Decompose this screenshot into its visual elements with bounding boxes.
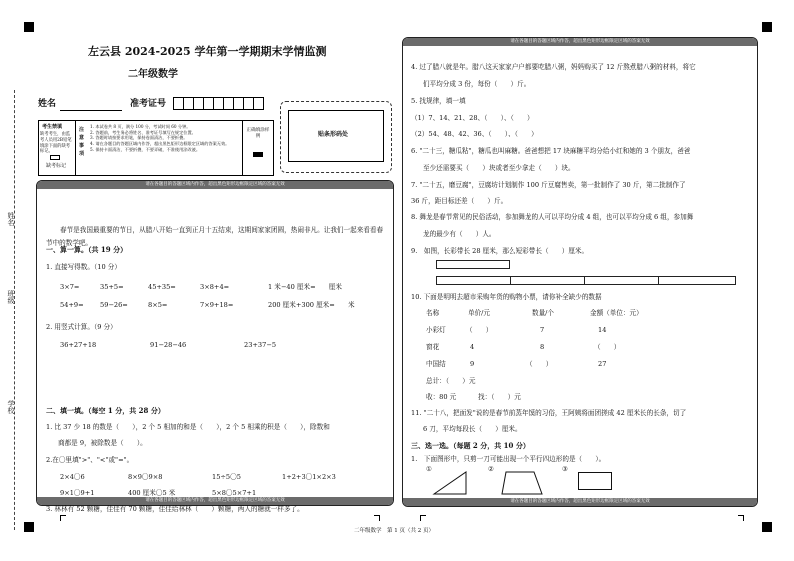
missing-mark-box[interactable] xyxy=(50,155,60,160)
name-label: 姓名 xyxy=(38,99,57,109)
option-3-rectangle xyxy=(578,472,612,490)
page-footer: 二年级数学 第 1 页（共 2 页） xyxy=(354,528,434,534)
option-2-trapezoid xyxy=(500,470,544,496)
q1-label: 1. 直接写得数。（10 分） xyxy=(46,263,121,271)
missing-mark-label: 缺考标记 xyxy=(46,163,67,169)
side-label-class: 班级 xyxy=(7,290,15,304)
exam-title: 左云县 2024-2025 学年第一学期期末学情监测 xyxy=(88,45,327,58)
precautions-list: 1. 本试卷共 8 页，满分 100 分，考试时间 60 分钟。 2. 答题前，考生务必将姓名、准考证号填写在规定位置。 3. 答题时请按要求用笔，保持卷面清洁，不要折叠。 4. 请在各题目的答题区域内作答，超出黑色矩形边框限定区域的答案无效。 5. 保持卡面清洁，不要折叠，不要弄破，不准使用涂改液。 xyxy=(90,124,230,152)
panel-notice-bottom: 请在各题目的答题区域内作答，超出黑色矩形边框限定区域的答案无效 xyxy=(37,497,393,505)
precautions-label: 注意事项 xyxy=(79,127,85,157)
name-field[interactable] xyxy=(60,110,122,111)
fill-example-mark xyxy=(253,152,263,157)
exam-id-label: 准考证号 xyxy=(130,99,167,109)
exam-taker-title: 考生禁填 xyxy=(42,124,63,130)
corner-mark xyxy=(762,522,772,532)
option-1-label: ① xyxy=(426,465,432,473)
exam-subtitle: 二年级数学 xyxy=(128,69,178,80)
option-3-label: ③ xyxy=(562,465,568,473)
answer-panel-right xyxy=(402,37,758,507)
exam-id-boxes[interactable] xyxy=(174,97,264,110)
short-ribbon xyxy=(436,260,510,269)
corner-mark xyxy=(24,22,34,32)
section1-title: 一、算一算。（共 19 分） xyxy=(46,245,128,254)
option-1-triangle xyxy=(432,470,472,496)
binding-line xyxy=(14,90,15,530)
section2-title: 二、填一填。（每空 1 分，共 28 分） xyxy=(46,406,165,415)
fill-example-label: 正确填涂样例 xyxy=(246,128,270,140)
intro-text: 春节是我国最重要的节日，从腊八开始一直到正月十五结束，这期间家家团圆，热闹非凡。让我们一起来看看春节中的数学吧。 xyxy=(46,226,384,247)
panel-notice-top: 请在各题目的答题区域内作答，超出黑色矩形边框限定区域的答案无效 xyxy=(403,38,757,46)
side-label-school: 学校 xyxy=(7,400,15,414)
panel-notice-bottom: 请在各题目的答题区域内作答，超出黑色矩形边框限定区域的答案无效 xyxy=(403,498,757,506)
corner-mark xyxy=(24,522,34,532)
side-label-name: 姓名 xyxy=(7,212,15,226)
corner-mark xyxy=(762,22,772,32)
panel-notice-top: 请在各题目的答题区域内作答，超出黑色矩形边框限定区域的答案无效 xyxy=(37,181,393,189)
option-2-label: ② xyxy=(488,465,494,473)
barcode-label: 贴条形码处 xyxy=(318,131,349,138)
q2-label: 2. 用竖式计算。（9 分） xyxy=(46,323,117,331)
long-ribbon xyxy=(436,276,736,285)
exam-taker-text: 缺考考生，由监考人员用2B铅笔填涂下面的缺考标记。 xyxy=(40,132,72,155)
section3-title: 三、选一选。（每题 2 分，共 10 分） xyxy=(411,441,530,450)
